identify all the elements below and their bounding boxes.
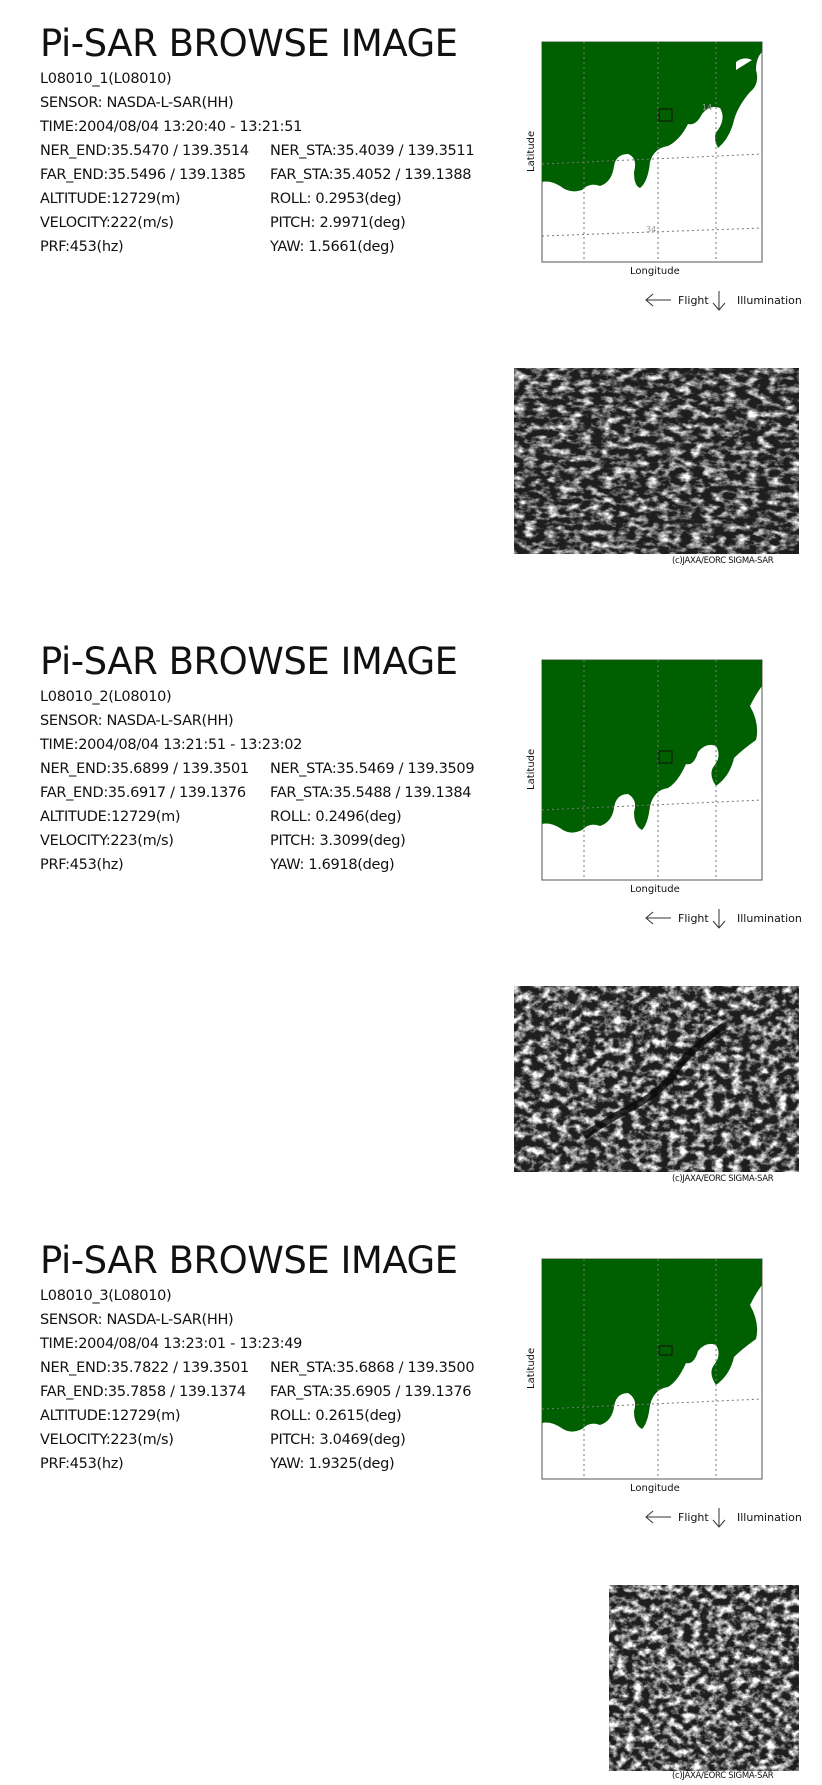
copyright-credit: (c)JAXA/EORC SIGMA-SAR — [672, 1174, 774, 1184]
grid-label: 14 — [702, 103, 713, 112]
location-map — [520, 654, 790, 902]
copyright-credit: (c)JAXA/EORC SIGMA-SAR — [672, 1771, 774, 1781]
prf-text: PRF:453(hz) — [40, 1456, 124, 1472]
map-xlabel: Longitude — [630, 884, 680, 895]
ner-sta-text: NER_STA:35.5469 / 139.3509 — [270, 761, 475, 777]
prf-text: PRF:453(hz) — [40, 857, 124, 873]
illumination-label: Illumination — [737, 1511, 802, 1524]
ner-sta-text: NER_STA:35.6868 / 139.3500 — [270, 1360, 475, 1376]
direction-legend — [640, 290, 820, 314]
ner-end-text: NER_END:35.5470 / 139.3514 — [40, 143, 249, 159]
grid-label: 34 — [646, 225, 657, 234]
far-sta-text: FAR_STA:35.6905 / 139.1376 — [270, 1384, 472, 1400]
direction-legend — [640, 908, 820, 932]
yaw-text: YAW: 1.9325(deg) — [270, 1456, 395, 1472]
sar-browse-image — [514, 368, 799, 554]
record-2 — [0, 618, 822, 1218]
altitude-text: ALTITUDE:12729(m) — [40, 191, 181, 207]
far-sta-text: FAR_STA:35.4052 / 139.1388 — [270, 167, 472, 183]
flight-label: Flight — [678, 912, 709, 925]
down-arrow-icon — [712, 1507, 726, 1532]
page-title: Pi-SAR BROWSE IMAGE — [40, 22, 458, 65]
ner-sta-text: NER_STA:35.4039 / 139.3511 — [270, 143, 475, 159]
velocity-text: VELOCITY:223(m/s) — [40, 1432, 174, 1448]
location-map — [520, 36, 790, 284]
yaw-text: YAW: 1.6918(deg) — [270, 857, 395, 873]
roll-text: ROLL: 0.2953(deg) — [270, 191, 402, 207]
far-end-text: FAR_END:35.7858 / 139.1374 — [40, 1384, 246, 1400]
scene-id: L08010_2(L08010) — [40, 689, 172, 705]
roll-text: ROLL: 0.2615(deg) — [270, 1408, 402, 1424]
map-ylabel: Latitude — [526, 130, 537, 172]
map-ylabel: Latitude — [526, 1347, 537, 1389]
yaw-text: YAW: 1.5661(deg) — [270, 239, 395, 255]
sar-browse-image — [609, 1585, 799, 1771]
ner-end-text: NER_END:35.6899 / 139.3501 — [40, 761, 249, 777]
altitude-text: ALTITUDE:12729(m) — [40, 809, 181, 825]
flight-label: Flight — [678, 1511, 709, 1524]
sar-browse-image — [514, 986, 799, 1172]
left-arrow-icon — [644, 293, 672, 310]
map-xlabel: Longitude — [630, 1483, 680, 1494]
scene-id: L08010_1(L08010) — [40, 71, 172, 87]
sensor-text: SENSOR: NASDA-L-SAR(HH) — [40, 713, 234, 729]
roll-text: ROLL: 0.2496(deg) — [270, 809, 402, 825]
left-arrow-icon — [644, 911, 672, 928]
time-text: TIME:2004/08/04 13:20:40 - 13:21:51 — [40, 119, 303, 135]
time-text: TIME:2004/08/04 13:23:01 - 13:23:49 — [40, 1336, 303, 1352]
location-map — [520, 1253, 790, 1501]
page-title: Pi-SAR BROWSE IMAGE — [40, 1239, 458, 1282]
sensor-text: SENSOR: NASDA-L-SAR(HH) — [40, 1312, 234, 1328]
flight-label: Flight — [678, 294, 709, 307]
velocity-text: VELOCITY:223(m/s) — [40, 833, 174, 849]
left-arrow-icon — [644, 1510, 672, 1527]
copyright-credit: (c)JAXA/EORC SIGMA-SAR — [672, 556, 774, 566]
sensor-text: SENSOR: NASDA-L-SAR(HH) — [40, 95, 234, 111]
far-end-text: FAR_END:35.5496 / 139.1385 — [40, 167, 246, 183]
pitch-text: PITCH: 3.0469(deg) — [270, 1432, 406, 1448]
illumination-label: Illumination — [737, 912, 802, 925]
direction-legend — [640, 1507, 820, 1531]
pitch-text: PITCH: 2.9971(deg) — [270, 215, 406, 231]
page-title: Pi-SAR BROWSE IMAGE — [40, 640, 458, 683]
time-text: TIME:2004/08/04 13:21:51 - 13:23:02 — [40, 737, 303, 753]
prf-text: PRF:453(hz) — [40, 239, 124, 255]
map-ylabel: Latitude — [526, 748, 537, 790]
record-1 — [0, 0, 822, 600]
velocity-text: VELOCITY:222(m/s) — [40, 215, 174, 231]
scene-id: L08010_3(L08010) — [40, 1288, 172, 1304]
far-end-text: FAR_END:35.6917 / 139.1376 — [40, 785, 246, 801]
down-arrow-icon — [712, 908, 726, 933]
record-3 — [0, 1217, 822, 1785]
down-arrow-icon — [712, 290, 726, 315]
map-xlabel: Longitude — [630, 266, 680, 277]
illumination-label: Illumination — [737, 294, 802, 307]
altitude-text: ALTITUDE:12729(m) — [40, 1408, 181, 1424]
ner-end-text: NER_END:35.7822 / 139.3501 — [40, 1360, 249, 1376]
far-sta-text: FAR_STA:35.5488 / 139.1384 — [270, 785, 472, 801]
pitch-text: PITCH: 3.3099(deg) — [270, 833, 406, 849]
